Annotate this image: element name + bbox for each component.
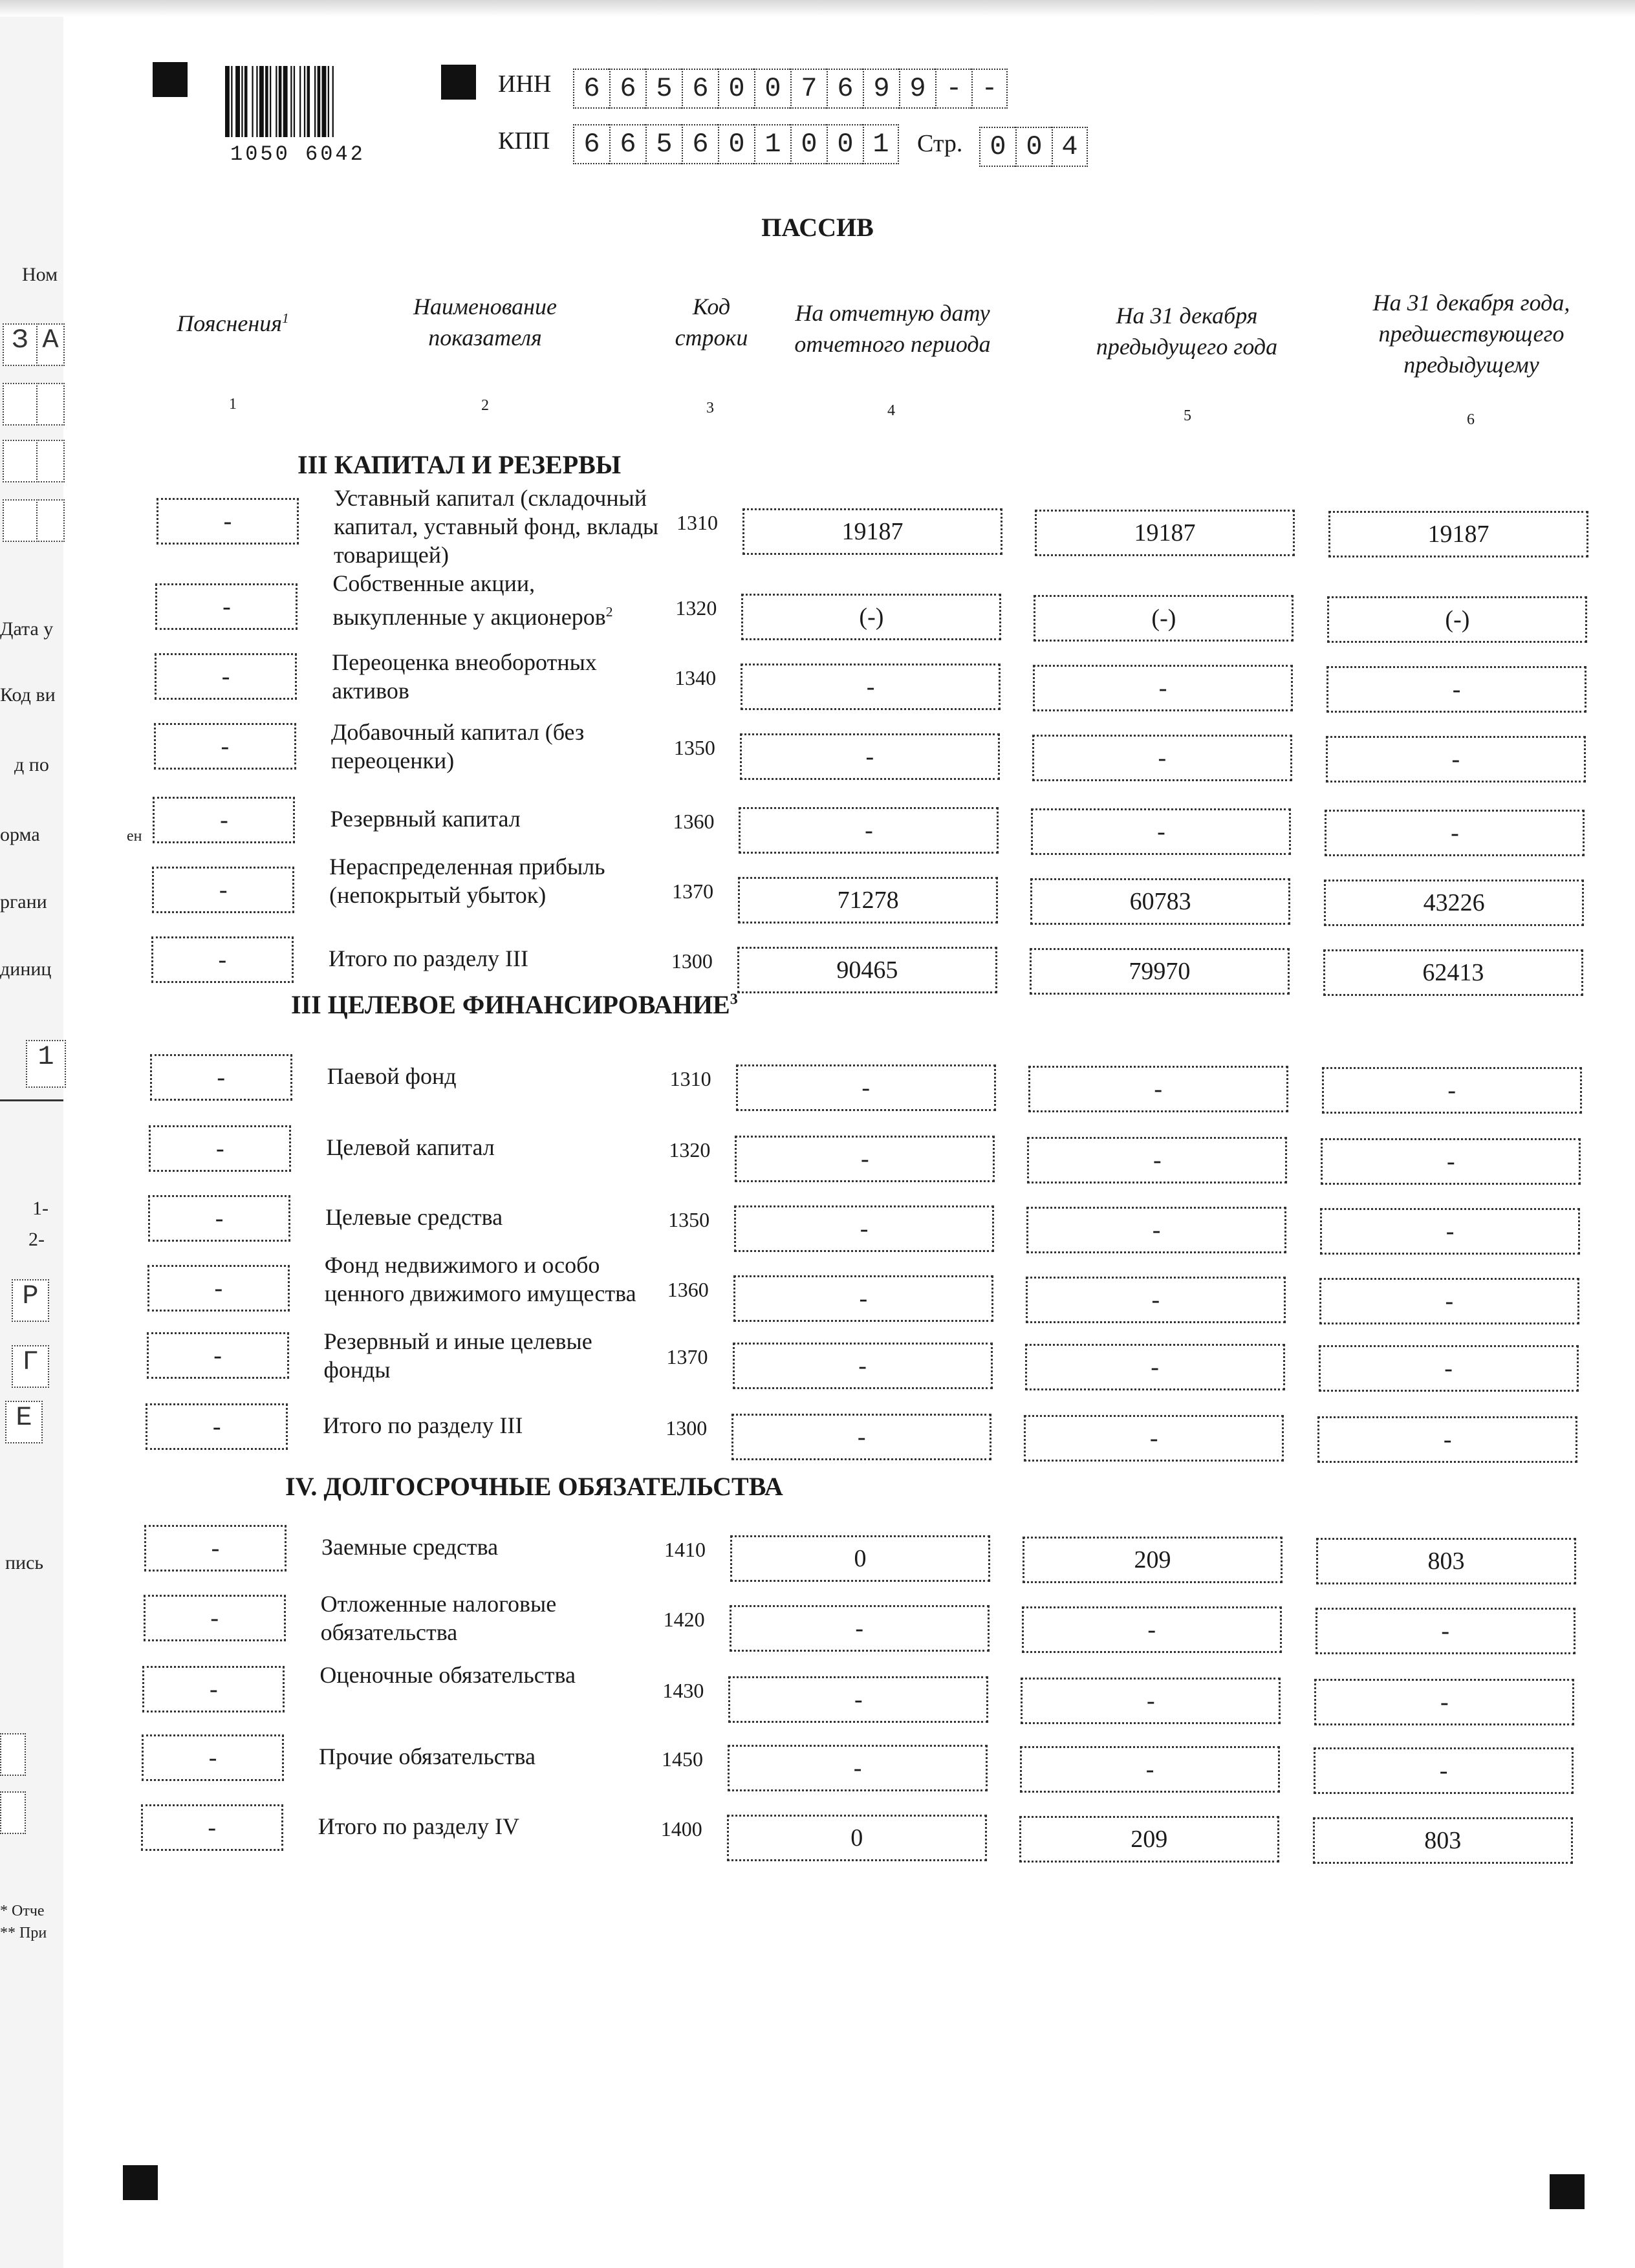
row-code: 1370 [666,1345,708,1368]
footnote-mark: 3 [730,991,738,1008]
barcode-bar [231,66,232,137]
value-previous-year[interactable]: - [1022,1606,1282,1653]
value-previous-year[interactable]: 19187 [1035,510,1295,556]
value-previous-year[interactable]: 209 [1019,1816,1279,1863]
row-name [334,484,670,569]
explanation-field[interactable]: - [144,1525,287,1571]
explanation-field[interactable]: - [144,1595,286,1641]
underlying-cell [3,440,38,482]
value-year-before-previous[interactable]: - [1325,810,1585,856]
barcode-bar [328,66,329,137]
value-year-before-previous[interactable]: 43226 [1324,880,1584,926]
column-number: 5 [1184,407,1191,424]
row-name [321,1533,658,1561]
underlying-text: ен [127,828,142,845]
value-year-before-previous[interactable]: - [1319,1278,1579,1324]
row-name-text: Прочие обязательства [319,1744,536,1769]
value-year-before-previous[interactable]: - [1322,1067,1582,1114]
underlying-cell [36,499,65,542]
column-number: 2 [481,397,489,414]
section-title-text: III ЦЕЛЕВОЕ ФИНАНСИРОВАНИЕ [290,990,730,1019]
row-code: 1310 [669,1067,711,1090]
explanation-field[interactable]: - [152,867,294,913]
explanation-field[interactable]: - [155,653,297,700]
value-current-period[interactable]: 71278 [738,877,998,923]
digit-cell[interactable]: 4 [1052,127,1088,167]
row-name [329,944,665,973]
column-header-previous-year: На 31 декабря предыдущего года [1096,303,1278,360]
row-name [330,805,666,833]
digit-cell[interactable]: 0 [790,124,827,164]
value-previous-year[interactable]: 79970 [1030,948,1290,995]
footnote-mark: 2 [605,604,613,620]
section-title [291,989,738,1020]
underlying-text: ргани [0,891,47,913]
row-name-text: Паевой фонд [327,1063,457,1089]
underlying-cell [36,440,65,482]
digit-cell[interactable]: 9 [899,69,935,109]
value-current-period[interactable]: (-) [741,594,1001,640]
kpp-label: КПП [498,127,550,155]
barcode-bar [276,66,277,137]
row-code: 1350 [673,736,715,759]
value-year-before-previous[interactable]: 803 [1313,1817,1573,1864]
value-current-period[interactable]: 90465 [737,947,997,993]
row-code: 1320 [675,596,717,620]
column-header-explanations [155,303,310,339]
row-code: 1300 [671,949,713,973]
explanation-field[interactable]: - [157,498,299,545]
digit-cell[interactable]: 6 [682,69,718,109]
column-number: 3 [706,400,714,416]
barcode-bar [283,66,288,137]
row-name [323,1411,659,1440]
value-current-period[interactable]: 0 [727,1815,987,1861]
barcode-bar [299,66,301,137]
value-current-period[interactable]: - [734,1205,994,1252]
barcode-bar [225,66,230,137]
underlying-page-edge [0,0,142,2268]
row-name [318,1812,655,1841]
barcode-bar [252,66,253,137]
explanation-field[interactable]: - [142,1666,285,1712]
page-number-field[interactable] [979,127,1088,167]
digit-cell[interactable]: 0 [754,69,790,109]
value-year-before-previous[interactable]: - [1314,1679,1574,1725]
row-name [321,1590,657,1647]
underlying-cell: Е [5,1401,43,1443]
underlying-cell: Г [12,1345,49,1388]
barcode-bar [256,66,257,137]
registration-marker [441,65,476,100]
row-name-text: Целевой капитал [326,1134,495,1160]
digit-cell[interactable]: 0 [1015,127,1052,167]
row-name [332,569,669,631]
digit-cell[interactable]: 6 [682,124,718,164]
footnote-mark: 1 [281,310,289,326]
value-current-period[interactable]: - [728,1745,988,1791]
digit-cell[interactable]: 6 [609,69,645,109]
explanation-field[interactable]: - [153,797,295,843]
digit-cell[interactable]: 6 [573,69,609,109]
value-year-before-previous[interactable]: 19187 [1328,511,1588,557]
value-current-period[interactable]: - [741,664,1001,710]
row-name [324,1327,660,1384]
row-code: 1310 [677,511,718,534]
barcode-icon [225,66,395,137]
barcode-bar [279,66,282,137]
underlying-cell [3,383,38,426]
row-name-text: Отложенные налоговые обязательства [320,1591,557,1645]
value-year-before-previous[interactable]: - [1316,1608,1575,1654]
explanation-field[interactable]: - [149,1125,291,1172]
row-name-text: Целевые средства [325,1204,503,1230]
row-code: 1420 [663,1608,705,1631]
explanation-field[interactable]: - [142,1734,284,1781]
value-year-before-previous[interactable]: - [1319,1345,1579,1392]
column-header-year-before-previous: На 31 декабря года, предшествующего предыдущему [1372,290,1570,378]
explanation-field[interactable]: - [146,1403,288,1450]
digit-cell[interactable]: - [935,69,971,109]
row-name-text: Переоценка внеоборотных активов [332,649,597,704]
value-previous-year[interactable]: - [1032,735,1292,781]
explanation-field[interactable]: - [147,1265,290,1312]
digit-cell[interactable]: 6 [609,124,645,164]
row-name [325,1203,662,1231]
page-label: Стр. [917,130,963,157]
inn-label: ИНН [498,70,552,98]
underlying-cell [36,383,65,426]
underlying-text: * Отче [0,1903,45,1919]
underlying-text: д по [14,754,49,775]
section-title [298,449,621,480]
value-current-period[interactable]: - [728,1676,988,1723]
column-number: 4 [887,402,895,419]
row-name [332,648,668,705]
value-current-period[interactable]: 19187 [742,508,1002,555]
explanation-field[interactable]: - [155,583,298,630]
column-header-explanations-text: Пояснения [177,310,282,336]
underlying-cell: З [3,323,38,366]
value-current-period[interactable]: - [740,733,1000,780]
underlying-cell: Р [12,1279,49,1322]
section-title [285,1471,783,1502]
value-previous-year[interactable]: - [1025,1344,1285,1390]
value-year-before-previous[interactable]: - [1314,1747,1574,1794]
explanation-field[interactable]: - [150,1054,292,1101]
underlying-cell: А [36,323,65,366]
row-code: 1410 [664,1538,706,1561]
value-previous-year[interactable]: (-) [1034,595,1294,642]
registration-marker [1550,2174,1585,2209]
underlying-text: Дата у [0,618,54,640]
row-code: 1360 [673,810,715,833]
row-code: 1300 [666,1416,708,1440]
digit-cell[interactable]: 0 [979,127,1015,167]
digit-cell[interactable]: 0 [827,124,863,164]
value-year-before-previous[interactable]: - [1321,1138,1581,1185]
value-year-before-previous[interactable]: 803 [1316,1538,1576,1584]
explanation-field[interactable]: - [141,1804,283,1851]
column-number: 1 [229,396,237,413]
row-name-text: Собственные акции, выкупленные у акционеров [332,570,606,630]
row-code: 1400 [660,1817,702,1841]
column-number: 6 [1467,411,1475,428]
value-current-period[interactable]: - [730,1605,990,1652]
barcode-bar [259,66,264,137]
underlying-text: Ном [22,264,58,285]
value-year-before-previous[interactable]: - [1320,1208,1580,1255]
underlying-text: ** При [0,1925,47,1941]
row-code: 1450 [662,1747,704,1771]
value-year-before-previous[interactable]: (-) [1327,596,1587,643]
value-previous-year[interactable]: 209 [1023,1537,1283,1583]
row-name [319,1742,655,1771]
row-code: 1370 [672,880,714,903]
digit-cell[interactable]: 9 [863,69,899,109]
digit-cell[interactable]: 6 [827,69,863,109]
digit-cell[interactable]: 7 [790,69,827,109]
row-name-text: Итого по разделу III [323,1412,523,1438]
row-name [329,852,666,909]
row-code: 1430 [662,1679,704,1702]
row-name-text: Резервный и иные целевые фонды [323,1328,592,1383]
underlying-cell: 1 [26,1040,66,1088]
underlying-cell [0,1791,26,1834]
row-name-text: Итого по разделу IV [318,1813,519,1839]
barcode-bar [294,66,295,137]
barcode-bar [332,66,334,137]
row-name-text: Оценочные обязательства [319,1662,576,1688]
underlying-text: пись [5,1552,44,1573]
value-year-before-previous[interactable]: - [1326,736,1586,783]
page-title: ПАССИВ [761,213,874,242]
barcode-bar [265,66,268,137]
underlying-divider [0,1099,63,1101]
barcode-bar [314,66,316,137]
value-current-period[interactable]: - [736,1064,996,1111]
underlying-text: 1- [32,1198,49,1219]
barcode-bar [322,66,327,137]
digit-cell[interactable]: 6 [573,124,609,164]
digit-cell[interactable]: 5 [645,69,682,109]
row-name-text: Резервный капитал [330,806,521,832]
value-previous-year[interactable]: 60783 [1030,878,1290,925]
row-name-text: Добавочный капитал (без переоценки) [330,719,585,773]
row-name [326,1133,662,1161]
value-previous-year[interactable]: - [1027,1137,1287,1183]
barcode-bar [290,66,292,137]
value-current-period[interactable]: 0 [730,1535,990,1582]
digit-cell[interactable]: 1 [754,124,790,164]
column-header-code: Код строки [675,294,748,351]
value-year-before-previous[interactable]: - [1317,1416,1577,1463]
barcode-bar [307,66,310,137]
column-header-current: На отчетную дату отчетного периода [794,300,991,357]
row-code: 1320 [669,1138,711,1161]
value-current-period[interactable]: - [733,1343,993,1389]
digit-cell[interactable]: 0 [718,124,754,164]
barcode-number: 1050 6042 [230,142,365,166]
registration-marker [153,62,188,97]
column-header-name: Наименование показателя [413,294,558,351]
underlying-cell [0,1733,26,1776]
value-year-before-previous[interactable]: - [1326,666,1586,713]
row-name [319,1661,656,1689]
value-previous-year[interactable]: - [1031,808,1291,855]
underlying-text: диниц [0,958,52,980]
explanation-field[interactable]: - [151,936,294,983]
registration-marker [123,2165,158,2200]
row-name [331,718,667,775]
kpp-field[interactable] [573,124,899,164]
barcode-bar [241,66,243,137]
digit-cell[interactable]: 1 [863,124,899,164]
digit-cell[interactable]: - [971,69,1008,109]
value-previous-year[interactable]: - [1026,1207,1286,1253]
row-name [327,1062,664,1090]
row-code: 1340 [675,666,717,689]
row-name-text: Нераспределенная прибыль (непокрытый убыток) [329,854,605,908]
row-code: 1360 [667,1278,709,1301]
digit-cell[interactable]: 5 [645,124,682,164]
value-current-period[interactable]: - [733,1275,993,1322]
underlying-text: орма [0,824,40,845]
section-title-text: IV. ДОЛГОСРОЧНЫЕ ОБЯЗАТЕЛЬСТВА [285,1472,783,1501]
barcode-bar [244,66,248,137]
barcode-bar [304,66,305,137]
value-current-period[interactable]: - [735,1136,995,1182]
explanation-field[interactable]: - [147,1332,289,1379]
value-year-before-previous[interactable]: 62413 [1323,949,1583,996]
inn-field[interactable] [573,69,1008,109]
value-current-period[interactable]: - [739,807,999,854]
row-code: 1350 [668,1208,710,1231]
value-previous-year[interactable]: - [1024,1415,1284,1462]
row-name-text: Заемные средства [321,1534,499,1560]
value-previous-year[interactable]: - [1028,1066,1288,1112]
barcode-bar [235,66,240,137]
row-name-text: Итого по разделу III [328,945,529,971]
underlying-text: Код ви [0,684,56,706]
value-previous-year[interactable]: - [1026,1277,1286,1323]
row-name-text: Уставный капитал (складочный капитал, уставный фонд, вклады товарищей) [334,485,659,568]
digit-cell[interactable]: 0 [718,69,754,109]
row-name-text: Фонд недвижимого и особо ценного движимого имущества [324,1252,636,1306]
section-title-text: III КАПИТАЛ И РЕЗЕРВЫ [298,450,622,479]
barcode-bar [270,66,271,137]
value-previous-year[interactable]: - [1033,665,1293,711]
underlying-text: 2- [28,1229,45,1250]
value-previous-year[interactable]: - [1021,1678,1281,1724]
row-name [325,1251,661,1308]
value-previous-year[interactable]: - [1020,1746,1280,1793]
scan-shadow [0,0,1635,17]
explanation-field[interactable]: - [148,1195,290,1242]
underlying-cell [3,499,38,542]
explanation-field[interactable]: - [154,723,296,770]
value-current-period[interactable]: - [731,1414,991,1460]
barcode-bar [318,66,321,137]
